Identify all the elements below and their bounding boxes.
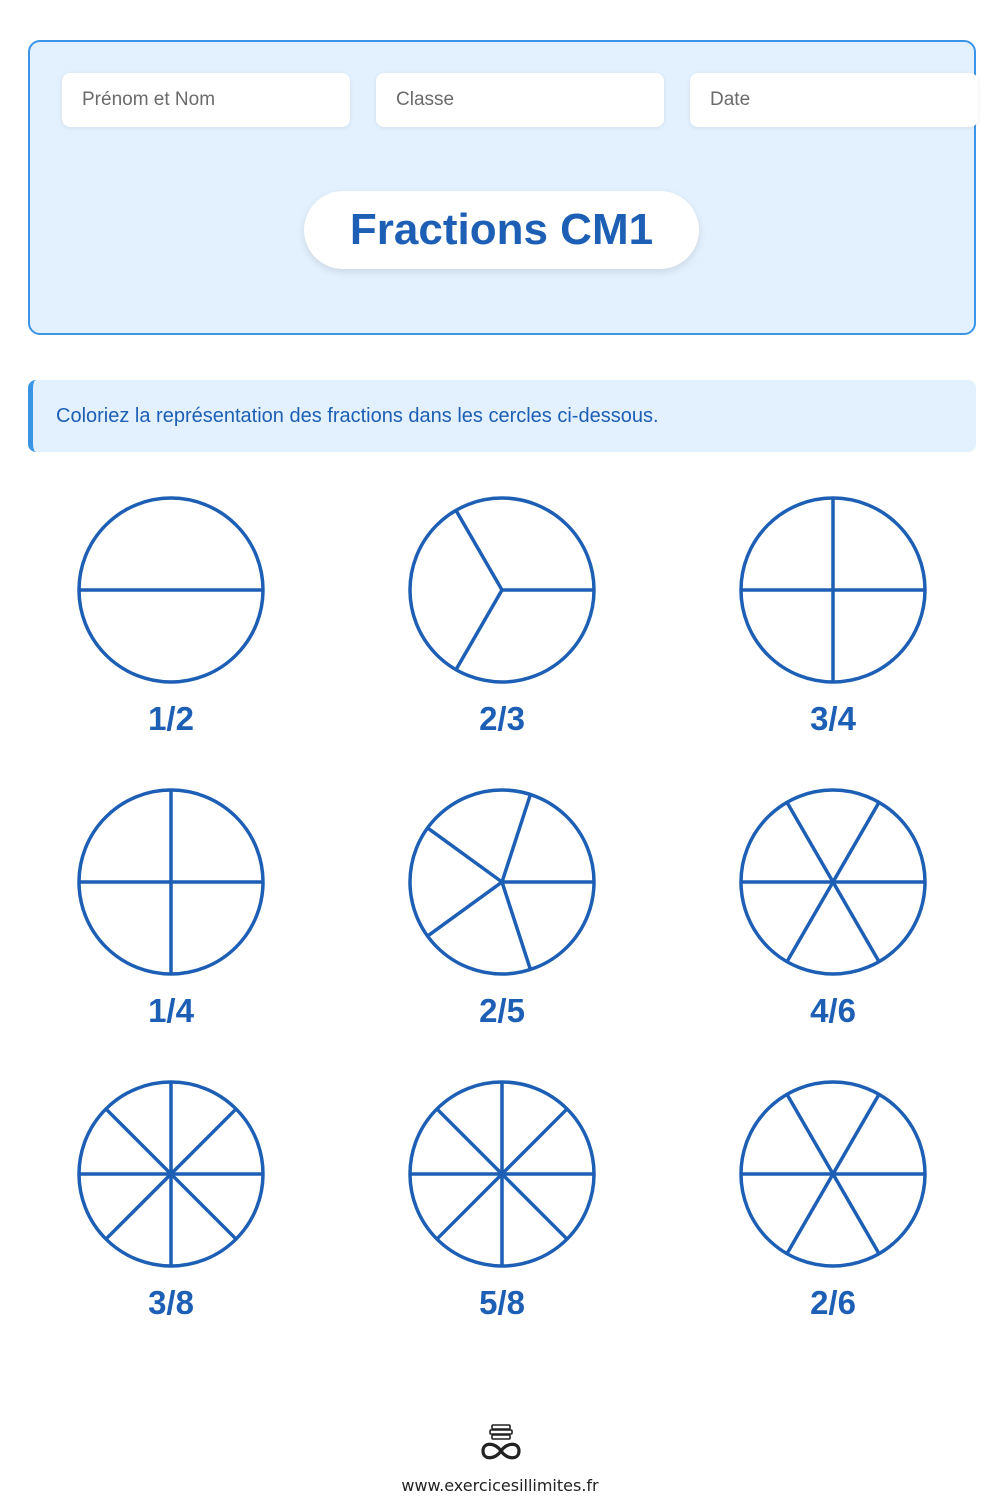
fraction-label: 1/4: [148, 992, 194, 1029]
fraction-label: 3/4: [810, 700, 856, 737]
fraction-circle-4-6[interactable]: [735, 784, 931, 980]
fraction-label: 3/8: [148, 1284, 194, 1321]
class-input[interactable]: [376, 73, 664, 127]
fraction-label: 2/3: [479, 700, 525, 737]
fraction-circle-2-6[interactable]: [735, 1076, 931, 1272]
fraction-label: 1/2: [148, 700, 194, 737]
page-title: Fractions CM1: [349, 205, 654, 254]
fraction-circle-3-8[interactable]: [73, 1076, 269, 1272]
fraction-circle-2-3[interactable]: [404, 492, 600, 688]
fraction-circle-2-5[interactable]: [404, 784, 600, 980]
instruction-text: Coloriez la représentation des fractions dans les cercles ci-dessous.: [56, 404, 659, 427]
fraction-label: 2/6: [810, 1284, 856, 1321]
fraction-label: 4/6: [810, 992, 856, 1029]
infinity-books-icon: [478, 1422, 524, 1464]
fraction-circle-1-2[interactable]: [73, 492, 269, 688]
fraction-label: 5/8: [479, 1284, 525, 1321]
fraction-circle-3-4[interactable]: [735, 492, 931, 688]
fraction-label: 2/5: [479, 992, 525, 1029]
name-input[interactable]: [62, 73, 350, 127]
instruction-box: [28, 380, 976, 452]
date-input[interactable]: [690, 73, 978, 127]
fraction-circle-1-4[interactable]: [73, 784, 269, 980]
fraction-circle-5-8[interactable]: [404, 1076, 600, 1272]
footer-website: www.exercicesillimites.fr: [401, 1476, 599, 1495]
title-pill: [304, 191, 699, 269]
